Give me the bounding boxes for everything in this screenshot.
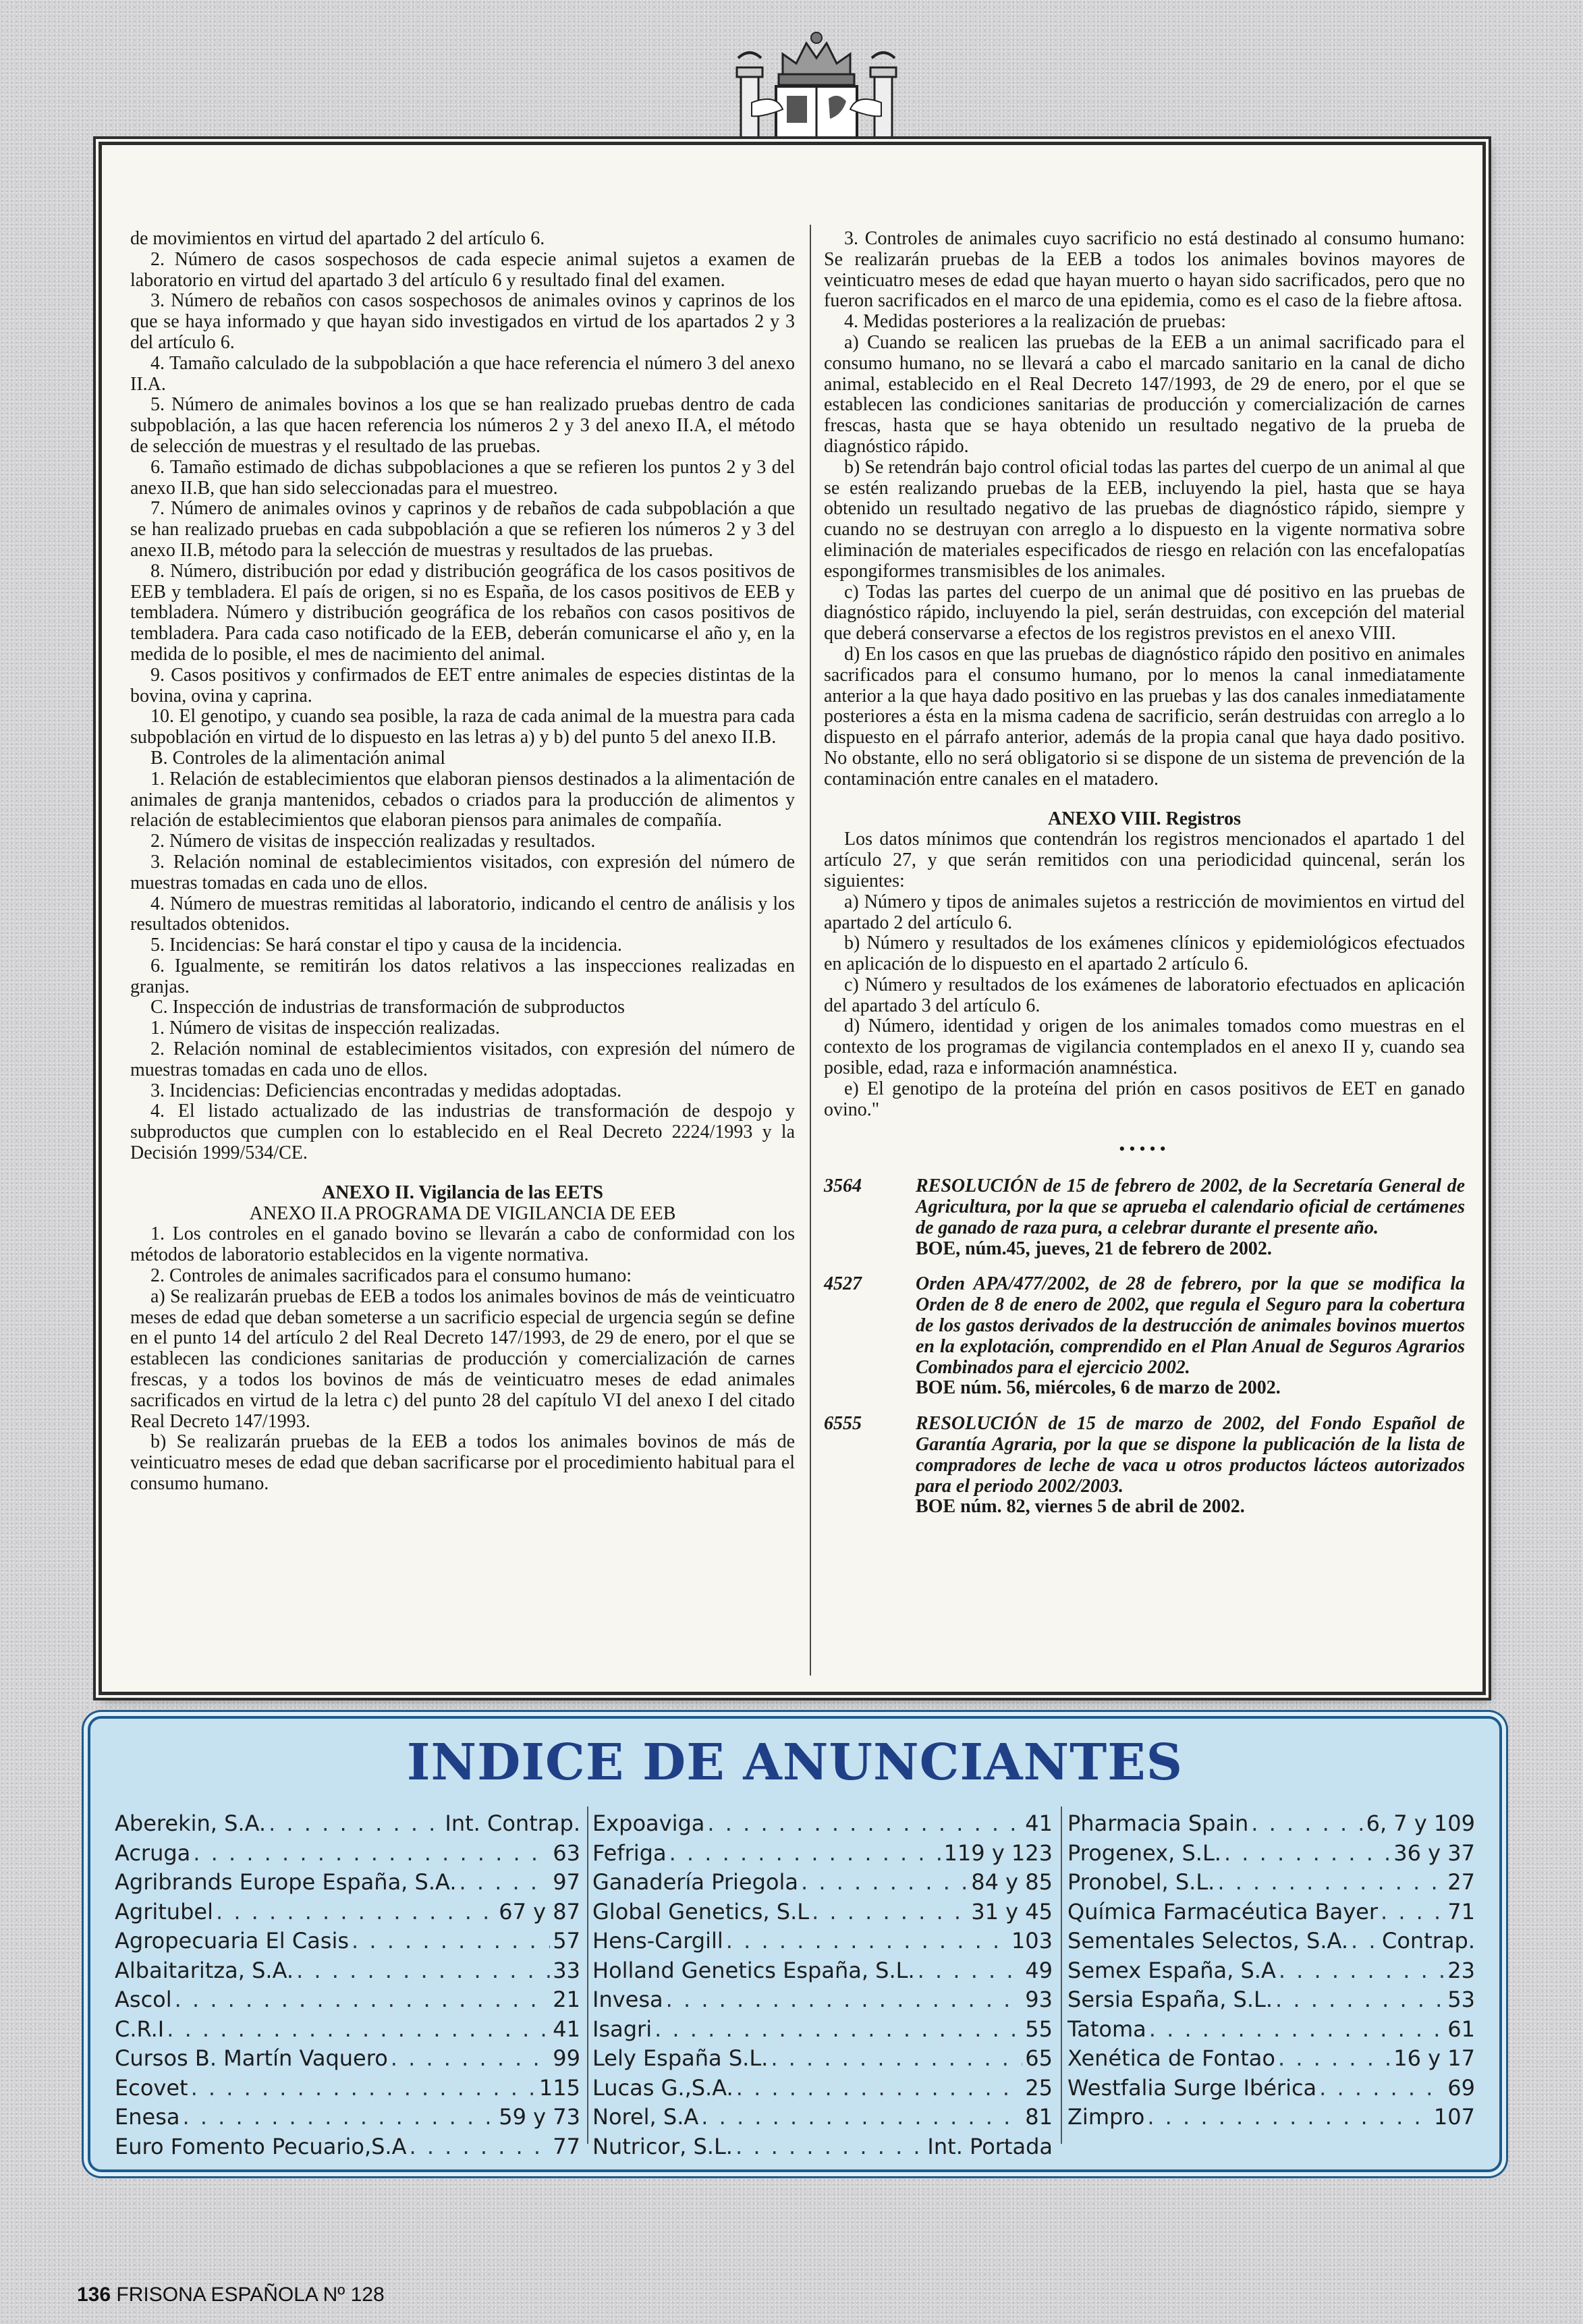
- paragraph: 3. Controles de animales cuyo sacrificio no está destinado al consumo humano: Se realizarán pruebas de la EEB a todos los animales bovinos mayores de veinticuatro meses de edad que hayan muerto o hayan sido sacrificados, pero que no fueron sacrificados en el marco de una epidemia, como es el caso de la fiebre aftosa.: [824, 228, 1465, 312]
- leader-dots: [666, 1987, 1023, 2012]
- reference-boe: BOE núm. 82, viernes 5 de abril de 2002.: [916, 1496, 1245, 1518]
- leader-dots: [1147, 2104, 1431, 2130]
- advertiser-entry: [1067, 1899, 1475, 1929]
- reference-number: 4527: [824, 1273, 862, 1295]
- paragraph: 7. Número de animales ovinos y caprinos y de rebaños de cada subpoblación a que se han realizado pruebas en cada subpoblación a que se refieren los números 2 y 3 del anexo II.B, método para la selección de muestras y resultados de las pruebas.: [130, 498, 795, 561]
- advertiser-entry: [115, 1810, 580, 1840]
- paragraph: 2. Número de visitas de inspección realizadas y resultados.: [150, 831, 596, 852]
- advertiser-entry: [592, 1899, 1053, 1929]
- paragraph: b) Se realizarán pruebas de la EEB a todos los animales bovinos de más de veinticuatro meses de edad que deban sacrificarse por el procedimiento habitual para el consumo humano.: [130, 1431, 795, 1495]
- leader-dots: [707, 1810, 1022, 1836]
- advertiser-name: Invesa: [592, 1987, 663, 2012]
- leader-dots: [771, 2045, 1022, 2071]
- advertiser-name: Semex España, S.A: [1067, 1957, 1276, 1983]
- advertiser-page: 16 y 17: [1393, 2045, 1475, 2071]
- column-divider: [1061, 1806, 1062, 2144]
- leader-dots: [701, 2104, 1022, 2130]
- advertiser-entry: [1067, 1958, 1475, 1987]
- reference-boe: BOE, núm.45, jueves, 21 de febrero de 2002.: [916, 1238, 1272, 1259]
- advertisers-column-2: [592, 1810, 1053, 2163]
- paragraph: 1. Número de visitas de inspección realizadas.: [150, 1018, 500, 1039]
- advertiser-name: Ganadería Priegola: [592, 1869, 798, 1895]
- advertiser-page: 49: [1025, 1957, 1053, 1983]
- paragraph: 4. Número de muestras remitidas al laboratorio, indicando el centro de análisis y los resultados obtenidos.: [130, 893, 795, 935]
- leader-dots: [352, 1928, 550, 1954]
- leader-dots: [1381, 1899, 1445, 1925]
- leader-dots: [1224, 1840, 1391, 1866]
- annex2-subtitle: ANEXO II.A PROGRAMA DE VIGILANCIA DE EEB: [249, 1202, 676, 1224]
- annex8-title: ANEXO VIII. Registros: [1048, 808, 1241, 829]
- advertiser-entry: [592, 2016, 1053, 2046]
- advertiser-entry: [592, 1869, 1053, 1899]
- advertiser-page: 81: [1025, 2104, 1053, 2130]
- advertiser-page: 61: [1447, 2016, 1475, 2042]
- advertiser-name: Albaitaritza, S.A.: [115, 1957, 294, 1983]
- advertiser-page: 6, 7 y 109: [1366, 1810, 1475, 1836]
- advertiser-entry: [1067, 2045, 1475, 2075]
- advertiser-page: 53: [1447, 1987, 1475, 2012]
- advertiser-name: Lucas G.,S.A.: [592, 2074, 733, 2101]
- reference-entry: [824, 1176, 1465, 1259]
- leader-dots: [1279, 1958, 1445, 1983]
- advertiser-name: Xenética de Fontao: [1067, 2045, 1275, 2071]
- leader-dots: [1251, 1810, 1363, 1836]
- leader-dots: [269, 1810, 442, 1836]
- reference-number: 3564: [824, 1175, 862, 1197]
- advertiser-page: 41: [553, 2016, 580, 2042]
- leader-dots: [1319, 2075, 1445, 2101]
- advertiser-name: Cursos B. Martín Vaquero: [115, 2045, 388, 2071]
- advertiser-entry: [592, 1810, 1053, 1840]
- leader-dots: [918, 1958, 1023, 1983]
- advertiser-entry: [115, 2045, 580, 2075]
- reference-text: RESOLUCIÓN de 15 de febrero de 2002, de la Secretaría General de Agricultura, por la que se aprueba el calendario oficial de certámenes de ganado de raza pura, a celebrar durante el presente año. BOE, núm.45, jueves, 21 de febrero de 2002.: [916, 1175, 1465, 1259]
- paragraph: 4. Medidas posteriores a la realización de pruebas:: [844, 311, 1227, 333]
- advertiser-entry: [115, 1928, 580, 1958]
- advertiser-name: Agribrands Europe España, S.A.: [115, 1869, 457, 1895]
- leader-dots: [1275, 1987, 1445, 2012]
- advertiser-name: Ascol: [115, 1987, 172, 2012]
- leader-dots: [460, 1869, 551, 1895]
- advertiser-entry: [592, 1987, 1053, 2016]
- advertiser-page: 84 y 85: [971, 1869, 1053, 1895]
- paragraph: C. Inspección de industrias de transformación de subproductos: [150, 997, 625, 1018]
- advertisers-column-3: [1067, 1810, 1475, 2134]
- advertiser-name: C.R.I: [115, 2016, 165, 2042]
- advertiser-entry: [1067, 1869, 1475, 1899]
- paragraph: 3. Relación nominal de establecimientos visitados, con expresión del número de muestras tomadas en cada uno de ellos.: [130, 851, 795, 893]
- advertiser-page: 57: [553, 1928, 580, 1954]
- reference-number: 6555: [824, 1413, 862, 1435]
- leader-dots: [1149, 2016, 1445, 2042]
- leader-dots: [655, 2016, 1022, 2042]
- leader-dots: [1351, 1928, 1379, 1954]
- advertiser-entry: [1067, 2075, 1475, 2105]
- paragraph: d) Número, identidad y origen de los animales tomados como muestras en el contexto de los programas de vigilancia contemplados en el anexo II y, cuando sea posible, edad, raza e información anamnéstica.: [824, 1016, 1465, 1079]
- paragraph: Los datos mínimos que contendrán los registros mencionados el apartado 1 del artículo 27, y que serán remitidos con una periodicidad quincenal, serán los siguientes:: [824, 829, 1465, 891]
- advertiser-name: Lely España S.L.: [592, 2045, 769, 2071]
- advertiser-entry: [115, 2104, 580, 2134]
- text-panel: [99, 142, 1486, 1695]
- advertiser-page: 21: [553, 1987, 580, 2012]
- advertiser-page: 119 y 123: [943, 1839, 1053, 1866]
- paragraph: 2. Número de casos sospechosos de cada especie animal sujetos a examen de laboratorio en virtud del apartado 3 del artículo 6 y resultado final del examen.: [130, 248, 795, 291]
- advertiser-page: 99: [553, 2045, 580, 2071]
- leader-dots: [812, 1899, 968, 1925]
- advertiser-page: 25: [1025, 2074, 1053, 2101]
- paragraph: a) Se realizarán pruebas de EEB a todos los animales bovinos de más de veinticuatro meses de edad que deban someterse a un sacrificio especial de urgencia según se define en el punto 14 del artículo 2 del Real Decreto 147/1993, de 29 de enero, por el que se establecen las condiciones sanitarias de producción y comercialización de carnes frescas, y a todos los bovinos de más de veinticuatro meses de edad animales sacrificados en virtud de la letra c) del punto 28 del capítulo VI del anexo I del citado Real Decreto 147/1993.: [130, 1285, 795, 1432]
- leader-dots: [726, 1928, 1009, 1954]
- reference-entry: [824, 1414, 1465, 1518]
- advertiser-page: Int. Portada: [927, 2133, 1053, 2159]
- paragraph: 4. Tamaño calculado de la subpoblación a que hace referencia el número 3 del anexo II.A.: [130, 352, 795, 395]
- advertiser-page: 59 y 73: [499, 2104, 580, 2130]
- paragraph: 2. Controles de animales sacrificados para el consumo humano:: [150, 1265, 632, 1287]
- advertiser-name: Tatoma: [1067, 2016, 1146, 2042]
- advertiser-entry: [115, 2134, 580, 2163]
- advertiser-name: Pronobel, S.L.: [1067, 1869, 1215, 1895]
- advertiser-page: 65: [1025, 2045, 1053, 2071]
- paragraph: 8. Número, distribución por edad y distribución geográfica de los casos positivos de EEB y tembladera. El país de origen, si no es España, de los casos positivos de EEB y tembladera. Número y distribución geográfica de los rebaños con casos positivos de tembladera. Para cada caso notificado de la EEB, deberán comunicarse el año y, en la medida de lo posible, el mes de nacimiento del animal.: [130, 560, 795, 665]
- paragraph: b) Número y resultados de los exámenes clínicos y epidemiológicos efectuados en aplicación de lo dispuesto en el apartado 2 artículo 6.: [824, 933, 1465, 975]
- leader-dots: [1278, 2045, 1391, 2071]
- leader-dots: [216, 1899, 496, 1925]
- paragraph: a) Cuando se realicen las pruebas de la EEB a un animal sacrificado para el consumo humano, no se llevará a cabo el marcado sanitario en la canal de dicho animal, establecido en el Real Decreto 147/1993, de 29 de enero, por el que se establecen las condiciones sanitarias de producción y comercialización de carnes frescas, hasta que se haya obtenido un resultado negativo de la prueba de diagnóstico rápido.: [824, 331, 1465, 457]
- advertiser-name: Pharmacia Spain: [1067, 1810, 1249, 1836]
- advertiser-entry: [592, 2045, 1053, 2075]
- advertiser-name: Hens-Cargill: [592, 1928, 723, 1954]
- advertiser-page: 71: [1447, 1898, 1475, 1925]
- reference-entry: [824, 1274, 1465, 1399]
- advertiser-entry: [1067, 2016, 1475, 2046]
- paragraph: de movimientos en virtud del apartado 2 del artículo 6.: [130, 228, 545, 249]
- advertiser-page: 27: [1447, 1869, 1475, 1895]
- advertiser-page: 33: [553, 1957, 580, 1983]
- advertisers-index: [88, 1716, 1502, 2172]
- leader-dots: [191, 2075, 536, 2101]
- advertiser-entry: [592, 2134, 1053, 2163]
- advertiser-page: 31 y 45: [971, 1898, 1053, 1925]
- leader-dots: [1217, 1869, 1445, 1895]
- advertiser-entry: [592, 1958, 1053, 1987]
- paragraph: 4. El listado actualizado de las industrias de transformación de despojo y subproductos que cumplen con lo establecido en el Real Decreto 2224/1993 y la Decisión 1999/534/CE.: [130, 1101, 795, 1164]
- paragraph: 6. Igualmente, se remitirán los datos relativos a las inspecciones realizadas en granjas.: [130, 955, 795, 997]
- advertiser-page: 107: [1433, 2104, 1475, 2130]
- leader-dots: [296, 1958, 550, 1983]
- paragraph: 1. Los controles en el ganado bovino se llevarán a cabo de conformidad con los métodos de laboratorio establecidos en la vigente normativa.: [130, 1223, 795, 1266]
- advertiser-page: 36 y 37: [1393, 1839, 1475, 1866]
- advertiser-page: 23: [1447, 1957, 1475, 1983]
- paragraph: 10. El genotipo, y cuando sea posible, la raza de cada animal de la muestra para cada subpoblación en virtud de lo dispuesto en las letras a) y b) del punto 5 del anexo II.B.: [130, 706, 795, 748]
- advertiser-entry: [1067, 1810, 1475, 1840]
- advertiser-name: Ecovet: [115, 2074, 188, 2101]
- advertiser-name: Westfalia Surge Ibérica: [1067, 2074, 1317, 2101]
- publication-name: FRISONA ESPAÑOLA Nº 128: [116, 2284, 385, 2306]
- leader-dots: [182, 2104, 496, 2130]
- leader-dots: [175, 1987, 551, 2012]
- advertiser-name: Zimpro: [1067, 2104, 1145, 2130]
- advertiser-page: 63: [553, 1839, 580, 1866]
- separator: •••••: [1119, 1139, 1170, 1159]
- reference-boe: BOE núm. 56, miércoles, 6 de marzo de 2002.: [916, 1377, 1281, 1399]
- advertiser-entry: [115, 2016, 580, 2046]
- page-footer: [77, 2284, 385, 2306]
- paragraph: c) Número y resultados de los exámenes de laboratorio efectuados en aplicación del apartado 3 del artículo 6.: [824, 974, 1465, 1016]
- advertiser-name: Sementales Selectos, S.A.: [1067, 1928, 1349, 1954]
- advertiser-page: 69: [1447, 2074, 1475, 2101]
- advertiser-name: Aberekin, S.A.: [115, 1810, 267, 1836]
- advertiser-entry: [592, 2104, 1053, 2134]
- advertisers-column-1: [115, 1810, 580, 2163]
- paragraph: c) Todas las partes del cuerpo de un animal que dé positivo en las pruebas de diagnóstico rápido, incluyendo la piel, serán destruidas, con excepción del material que deberá conservarse a efectos de los registros previstos en el anexo VIII.: [824, 581, 1465, 644]
- advertiser-page: 77: [553, 2133, 580, 2159]
- advertiser-name: Euro Fomento Pecuario,S.A: [115, 2133, 407, 2159]
- advertiser-name: Fefriga: [592, 1839, 667, 1866]
- advertiser-page: 55: [1025, 2016, 1053, 2042]
- leader-dots: [391, 2045, 551, 2071]
- advertiser-page: 67 y 87: [499, 1898, 580, 1925]
- leader-dots: [736, 2075, 1023, 2101]
- advertiser-page: 97: [553, 1869, 580, 1895]
- advertiser-page: 93: [1025, 1987, 1053, 2012]
- annex2-title: ANEXO II. Vigilancia de las EETS: [322, 1182, 603, 1203]
- leader-dots: [669, 1840, 941, 1866]
- page-number: 136: [77, 2284, 111, 2306]
- paragraph: 5. Incidencias: Se hará constar el tipo y causa de la incidencia.: [150, 935, 622, 956]
- advertiser-name: Química Farmacéutica Bayer: [1067, 1898, 1378, 1925]
- paragraph: 3. Incidencias: Deficiencias encontradas y medidas adoptadas.: [150, 1080, 622, 1101]
- advertiser-entry: [1067, 1928, 1475, 1958]
- advertiser-page: Int. Contrap.: [445, 1810, 580, 1836]
- advertiser-name: Sersia España, S.L.: [1067, 1987, 1273, 2012]
- leader-dots: [735, 2134, 924, 2159]
- left-column: [130, 229, 795, 1495]
- paragraph: 2. Relación nominal de establecimientos visitados, con expresión del número de muestras tomadas en cada uno de ellos.: [130, 1039, 795, 1080]
- paragraph: 3. Número de rebaños con casos sospechosos de animales ovinos y caprinos de los que se haya informado y que hayan sido investigados en virtud de los apartados 2 y 3 del artículo 6.: [130, 290, 795, 353]
- advertiser-page: 41: [1025, 1810, 1053, 1836]
- right-column: [824, 229, 1465, 1532]
- advertiser-page: 115: [538, 2074, 580, 2101]
- advertiser-entry: [115, 1987, 580, 2016]
- advertiser-entry: [115, 2075, 580, 2105]
- column-divider: [587, 1806, 588, 2144]
- paragraph: b) Se retendrán bajo control oficial todas las partes del cuerpo de un animal al que se estén realizando pruebas de la EEB, incluyendo la piel, hasta que se haya obtenido un resultado negativo de las pruebas de diagnóstico rápido, siempre y cuando no se destruyan con arreglo a lo dispuesto en la vigente normativa sobre eliminación de materiales especificados de riesgo en relación con las encefalopatías espongiformes transmisibles de los animales.: [824, 456, 1465, 582]
- advertiser-entry: [115, 1899, 580, 1929]
- advertiser-entry: [115, 1840, 580, 1870]
- advertiser-entry: [592, 2075, 1053, 2105]
- leader-dots: [167, 2016, 550, 2042]
- reference-text: RESOLUCIÓN de 15 de marzo de 2002, del Fondo Español de Garantía Agraria, por la que se dispone la publicación de la lista de compradores de leche de vaca u otros productos lácteos autorizados para el periodo 2002/2003. BOE núm. 82, viernes 5 de abril de 2002.: [916, 1413, 1465, 1518]
- advertiser-entry: [115, 1869, 580, 1899]
- paragraph: a) Número y tipos de animales sujetos a restricción de movimientos en virtud del apartado 2 del artículo 6.: [824, 891, 1465, 933]
- advertiser-name: Acruga: [115, 1839, 191, 1866]
- advertiser-entry: [1067, 1987, 1475, 2016]
- advertiser-page: Contrap.: [1382, 1928, 1475, 1954]
- advertiser-page: 103: [1011, 1928, 1053, 1954]
- leader-dots: [801, 1869, 968, 1895]
- advertiser-entry: [1067, 2104, 1475, 2134]
- advertiser-name: Agropecuaria El Casis: [115, 1928, 350, 1954]
- advertisers-title: INDICE DE ANUNCIANTES: [406, 1734, 1184, 1792]
- advertiser-entry: [592, 1840, 1053, 1870]
- advertiser-entry: [592, 1928, 1053, 1958]
- advertiser-name: Agritubel: [115, 1898, 213, 1925]
- leader-dots: [193, 1840, 550, 1866]
- paragraph: 6. Tamaño estimado de dichas subpoblaciones a que se refieren los puntos 2 y 3 del anexo II.B, que han sido seleccionadas para el muestreo.: [130, 456, 795, 499]
- advertiser-entry: [115, 1958, 580, 1987]
- advertiser-name: Isagri: [592, 2016, 652, 2042]
- paragraph: B. Controles de la alimentación animal: [150, 747, 445, 769]
- advertiser-name: Norel, S.A: [592, 2104, 699, 2130]
- advertiser-entry: [1067, 1840, 1475, 1870]
- advertiser-name: Expoaviga: [592, 1810, 705, 1836]
- advertiser-name: Nutricor, S.L.: [592, 2133, 733, 2159]
- paragraph: 1. Relación de establecimientos que elaboran piensos destinados a la alimentación de animales de granja mantenidos, cebados o criados para la producción de alimentos y relación de establecimientos que elaboran piensos para animales de compañía.: [130, 768, 795, 831]
- advertiser-name: Holland Genetics España, S.L.: [592, 1957, 915, 1983]
- advertiser-name: Enesa: [115, 2104, 180, 2130]
- paragraph: d) En los casos en que las pruebas de diagnóstico rápido den positivo en animales sacrificados para el consumo humano, por lo menos la canal inmediatamente anterior a la que haya dado positivo en las pruebas y las dos canales inmediatamente posteriores a ésta en la misma cadena de sacrificio, serán destruidas con arreglo a lo dispuesto en el párrafo anterior, además de la propia canal que haya dado positivo. No obstante, ello no será obligatorio si se dispone de un sistema de prevención de la contaminación entre canales en el matadero.: [824, 643, 1465, 790]
- paragraph: 9. Casos positivos y confirmados de EET entre animales de especies distintas de la bovina, ovina y caprina.: [130, 664, 795, 707]
- advertiser-name: Progenex, S.L.: [1067, 1839, 1221, 1866]
- paragraph: 5. Número de animales bovinos a los que se han realizado pruebas dentro de cada subpoblación, a las que hacen referencia los números 2 y 3 del anexo II.A, el método de selección de muestras y el resultado de las pruebas.: [130, 394, 795, 457]
- column-divider: [810, 225, 811, 1676]
- advertiser-name: Global Genetics, S.L: [592, 1898, 810, 1925]
- paragraph: e) El genotipo de la proteína del prión en casos positivos de EET en ganado ovino.": [824, 1078, 1465, 1120]
- leader-dots: [409, 2134, 550, 2159]
- reference-text: Orden APA/477/2002, de 28 de febrero, por la que se modifica la Orden de 8 de enero de 2002, que regula el Seguro para la cobertura de los gastos derivados de la destrucción de animales bovinos muertos en la explotación, comprendido en el Plan Anual de Seguros Agrarios Combinados para el ejercicio 2002. BOE núm. 56, miércoles, 6 de marzo de 2002.: [916, 1273, 1465, 1399]
